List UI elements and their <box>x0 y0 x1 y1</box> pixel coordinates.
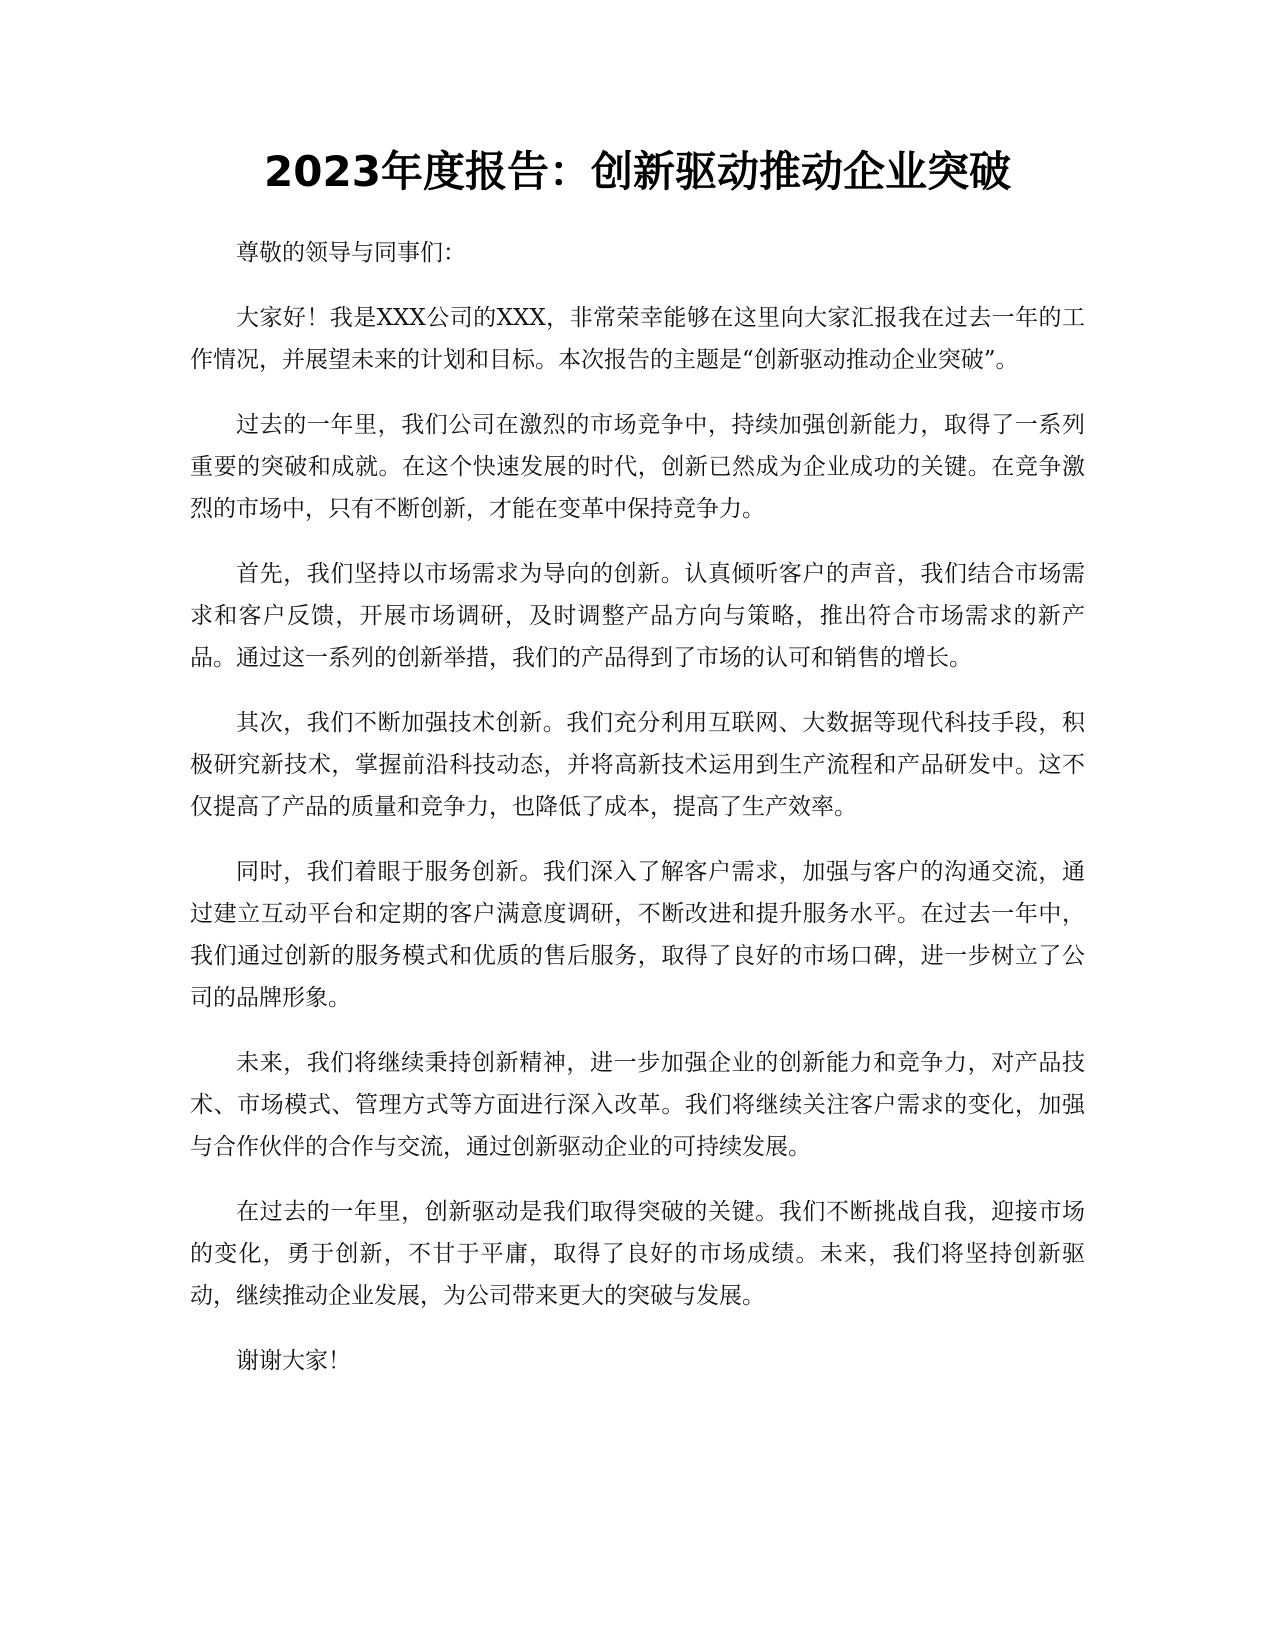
closing-line: 谢谢大家！ <box>236 1348 351 1374</box>
body-paragraph-4: 其次，我们不断加强技术创新。我们充分利用互联网、大数据等现代科技手段，积极研究新技术，掌握前沿科技动态，并将高新技术运用到生产流程和产品研发中。这不仅提高了产品的质量和竞争力，也降低了成本，提高了生产效率。 <box>190 710 1085 820</box>
body-paragraph-2: 过去的一年里，我们公司在激烈的市场竞争中，持续加强创新能力，取得了一系列重要的突破和成就。在这个快速发展的时代，创新已然成为企业成功的关键。在竞争激烈的市场中，只有不断创新，才能在变革中保持竞争力。 <box>190 412 1085 522</box>
body-paragraph-7: 在过去的一年里，创新驱动是我们取得突破的关键。我们不断挑战自我，迎接市场的变化，勇于创新，不甘于平庸，取得了良好的市场成绩。未来，我们将坚持创新驱动，继续推动企业发展，为公司带来更大的突破与发展。 <box>190 1199 1085 1309</box>
body-paragraph-6: 未来，我们将继续秉持创新精神，进一步加强企业的创新能力和竞争力，对产品技术、市场模式、管理方式等方面进行深入改革。我们将继续关注客户需求的变化，加强与合作伙伴的合作与交流，通过创新驱动企业的可持续发展。 <box>190 1050 1085 1160</box>
document-title: 2023年度报告：创新驱动推动企业突破 <box>264 147 1011 196</box>
document-body <box>190 232 1085 1405</box>
body-paragraph-1: 大家好！我是XXX公司的XXX，非常荣幸能够在这里向大家汇报我在过去一年的工作情况，并展望未来的计划和目标。本次报告的主题是“创新驱动推动企业突破”。 <box>190 305 1085 373</box>
body-paragraph-5: 同时，我们着眼于服务创新。我们深入了解客户需求，加强与客户的沟通交流，通过建立互动平台和定期的客户满意度调研，不断改进和提升服务水平。在过去一年中，我们通过创新的服务模式和优质的售后服务，取得了良好的市场口碑，进一步树立了公司的品牌形象。 <box>190 859 1085 1011</box>
body-paragraph-3: 首先，我们坚持以市场需求为导向的创新。认真倾听客户的声音，我们结合市场需求和客户反馈，开展市场调研，及时调整产品方向与策略，推出符合市场需求的新产品。通过这一系列的创新举措，我们的产品得到了市场的认可和销售的增长。 <box>190 561 1085 671</box>
salutation: 尊敬的领导与同事们： <box>236 240 466 266</box>
